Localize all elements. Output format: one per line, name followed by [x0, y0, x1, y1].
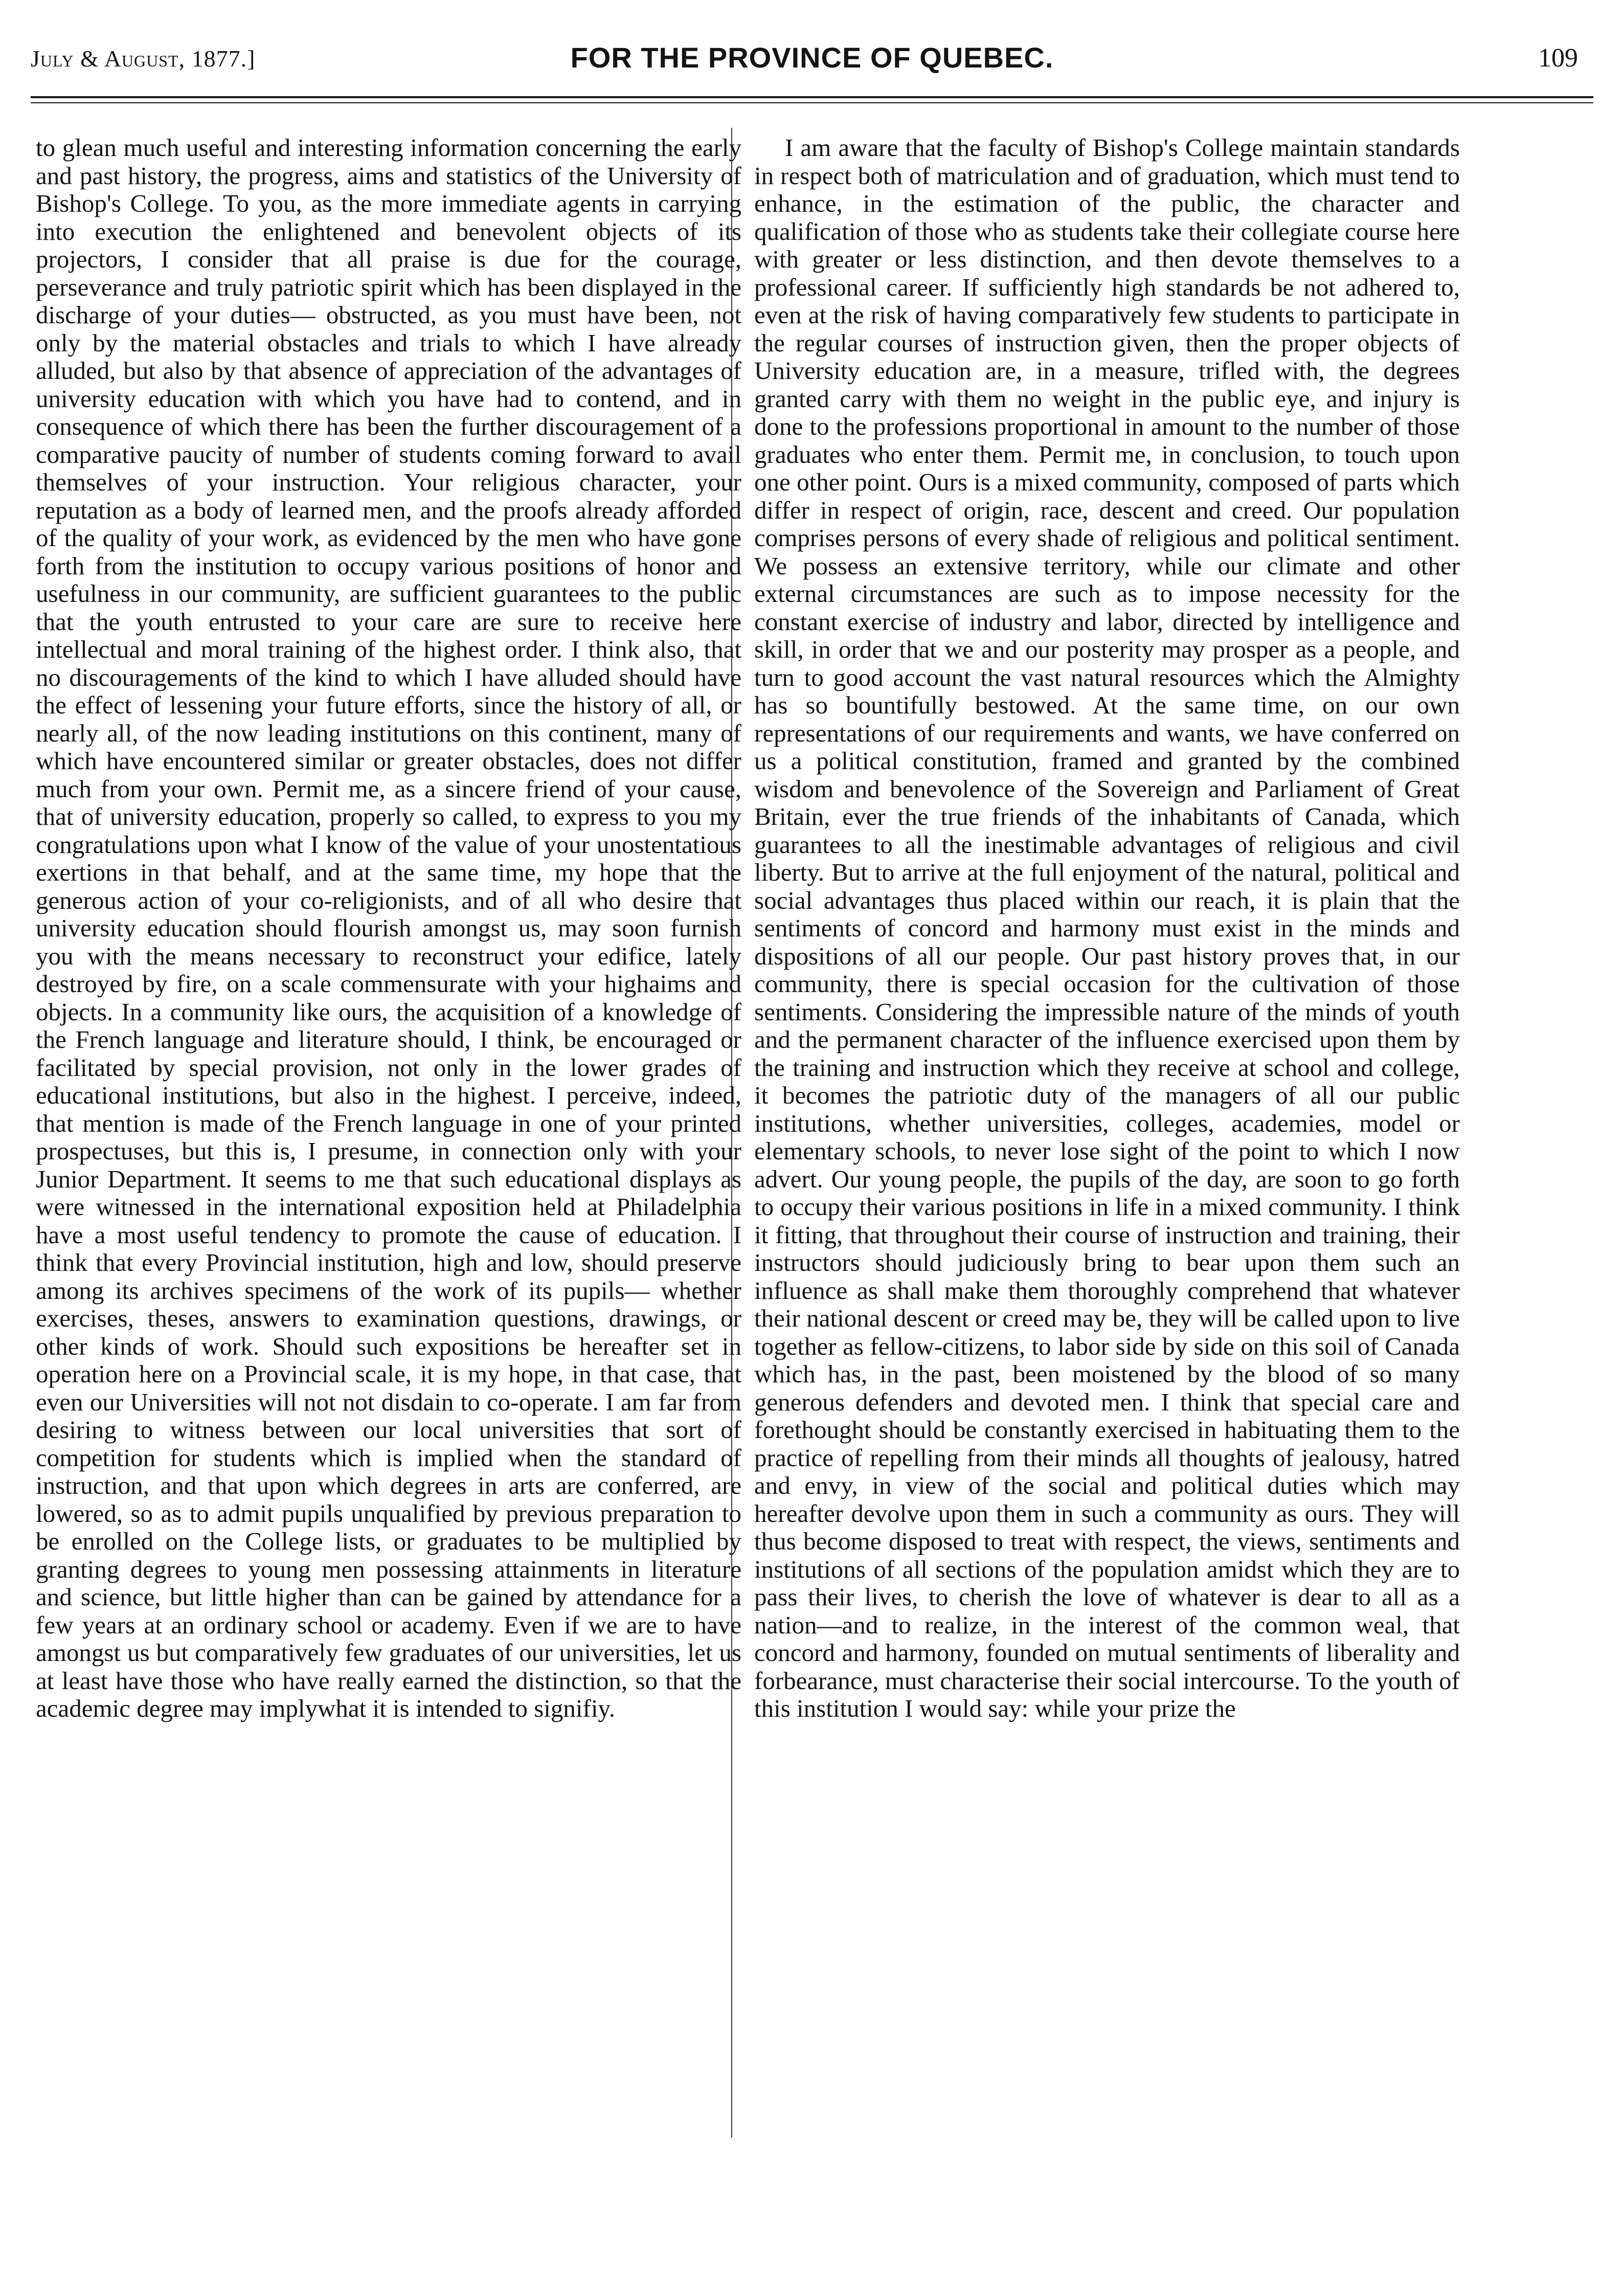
- left-column-text: to glean much useful and interesting information concerning the early and past history, the progress, aims and statistics of the University of Bishop's College. To you, as the more immediate agents in carrying into execution the enlightened and benevolent objects of its projectors, I consider that all praise is due for the courage, perseverance and truly patriotic spirit which has been displayed in the discharge of your duties— obstructed, as you must have been, not only by the material obstacles and trials to which I have already alluded, but also by that absence of appreciation of the advantages of university education with which you have had to contend, and in consequence of which there has been the further discouragement of a comparative paucity of number of students coming forward to avail themselves of your instruction. Your religious character, your reputation as a body of learned men, and the proofs already afforded of the quality of your work, as evidenced by the men who have gone forth from the institution to occupy various positions of honor and usefulness in our community, are sufficient guarantees to the public that the youth entrusted to your care are sure to receive here intellectual and moral training of the highest order. I think also, that no discouragements of the kind to which I have alluded should have the effect of lessening your future efforts, since the history of all, or nearly all, of the now leading institutions on this continent, many of which have encountered similar or greater obstacles, does not differ much from your own. Permit me, as a sincere friend of your cause, that of university education, properly so called, to express to you my congratulations upon what I know of the value of your unostentatious exertions in that behalf, and at the same time, my hope that the generous action of your co-religionists, and of all who desire that university education should flourish amongst us, may soon furnish you with the means necessary to reconstruct your edifice, lately destroyed by fire, on a scale commensurate with your highaims and objects. In a community like ours, the acquisition of a knowledge of the French language and literature should, I think, be encouraged or facilitated by special provision, not only in the lower grades of educational institutions, but also in the highest. I perceive, indeed, that mention is made of the French language in one of your printed prospectuses, but this is, I presume, in connection only with your Junior Department. It seems to me that such educational displays as were witnessed in the international exposition held at Philadelphia have a most useful tendency to promote the cause of education. I think that every Provincial institution, high and low, should preserve among its archives specimens of the work of its pupils— whether exercises, theses, answers to examination questions, drawings, or other kinds of work. Should such expositions be hereafter set in operation here on a Provincial scale, it is my hope, in that case, that even our Universities will not not disdain to co-operate. I am far from desiring to witness between our local universities that sort of competition for students which is implied when the standard of instruction, and that upon which degrees in arts are conferred, are lowered, so as to admit pupils unqualified by previous preparation to be enrolled on the College lists, or graduates to be multiplied by granting degrees to young men possessing attainments in literature and science, but little higher than can be gained by attendance for a few years at an ordinary school or academy. Even if we are to have amongst us but comparatively few graduates of our universities, let us at least have those who have really earned the distinction, so that the academic degree may implywhat it is intended to signifiy.: [36, 133, 741, 1722]
- issue-date: July & August, 1877.]: [31, 46, 256, 72]
- page-header: [31, 36, 1593, 92]
- left-column: [36, 134, 741, 1723]
- header-rule-thin: [31, 102, 1593, 103]
- right-column-text: I am aware that the faculty of Bishop's College maintain standards in respect both of matriculation and of graduation, which must tend to enhance, in the estimation of the public, the character and qualification of those who as students take their collegiate course here with greater or less distinction, and then devote themselves to a professional career. If sufficiently high standards be not adhered to, even at the risk of having comparatively few students to participate in the regular courses of instruction given, then the proper objects of University education are, in a measure, trifled with, the degrees granted carry with them no weight in the public eye, and injury is done to the professions proportional in amount to the number of those graduates who enter them. Permit me, in conclusion, to touch upon one other point. Ours is a mixed community, composed of parts which differ in respect of origin, race, descent and creed. Our population comprises persons of every shade of religious and political sentiment. We possess an extensive territory, while our climate and other external circumstances are such as to impose necessity for the constant exercise of industry and labor, directed by intelligence and skill, in order that we and our posterity may prosper as a people, and turn to good account the vast natural resources which the Almighty has so bountifully bestowed. At the same time, on our own representations of our requirements and wants, we have conferred on us a political constitution, framed and granted by the combined wisdom and benevolence of the Sovereign and Parliament of Great Britain, ever the true friends of the inhabitants of Canada, which guarantees to all the inestimable advantages of religious and civil liberty. But to arrive at the full enjoyment of the natural, political and social advantages thus placed within our reach, it is plain that the sentiments of concord and harmony must exist in the minds and dispositions of all our people. Our past history proves that, in our community, there is special occasion for the cultivation of those sentiments. Considering the impressible nature of the minds of youth and the permanent character of the influence exercised upon them by the training and instruction which they receive at school and college, it becomes the patriotic duty of the managers of all our public institutions, whether universities, colleges, academies, model or elementary schools, to never lose sight of the point to which I now advert. Our young people, the pupils of the day, are soon to go forth to occupy their various positions in life in a mixed community. I think it fitting, that throughout their course of instruction and training, their instructors should judiciously bring to bear upon them such an influence as shall make them thoroughly comprehend that whatever their national descent or creed may be, they will be called upon to live together as fellow-citizens, to labor side by side on this soil of Canada which has, in the past, been moistened by the blood of so many generous defenders and devoted men. I think that special care and forethought should be constantly exercised in habituating them to the practice of repelling from their minds all thoughts of jealousy, hatred and envy, in view of the social and political duties which may hereafter devolve upon them in such a community as ours. They will thus become disposed to treat with respect, the views, sentiments and institutions of all sections of the population amidst which they are to pass their lives, to cherish the love of whatever is dear to all as a nation—and to realize, in the interest of the common weal, that concord and harmony, founded on mutual sentiments of liberality and forbearance, must characterise their social intercourse. To the youth of this institution I would say: while your prize the: [754, 133, 1460, 1722]
- header-rule-thick: [31, 96, 1593, 98]
- running-title: FOR THE PROVINCE OF QUEBEC.: [570, 41, 1054, 74]
- right-column: [754, 134, 1460, 1723]
- page-number: 109: [1538, 43, 1578, 73]
